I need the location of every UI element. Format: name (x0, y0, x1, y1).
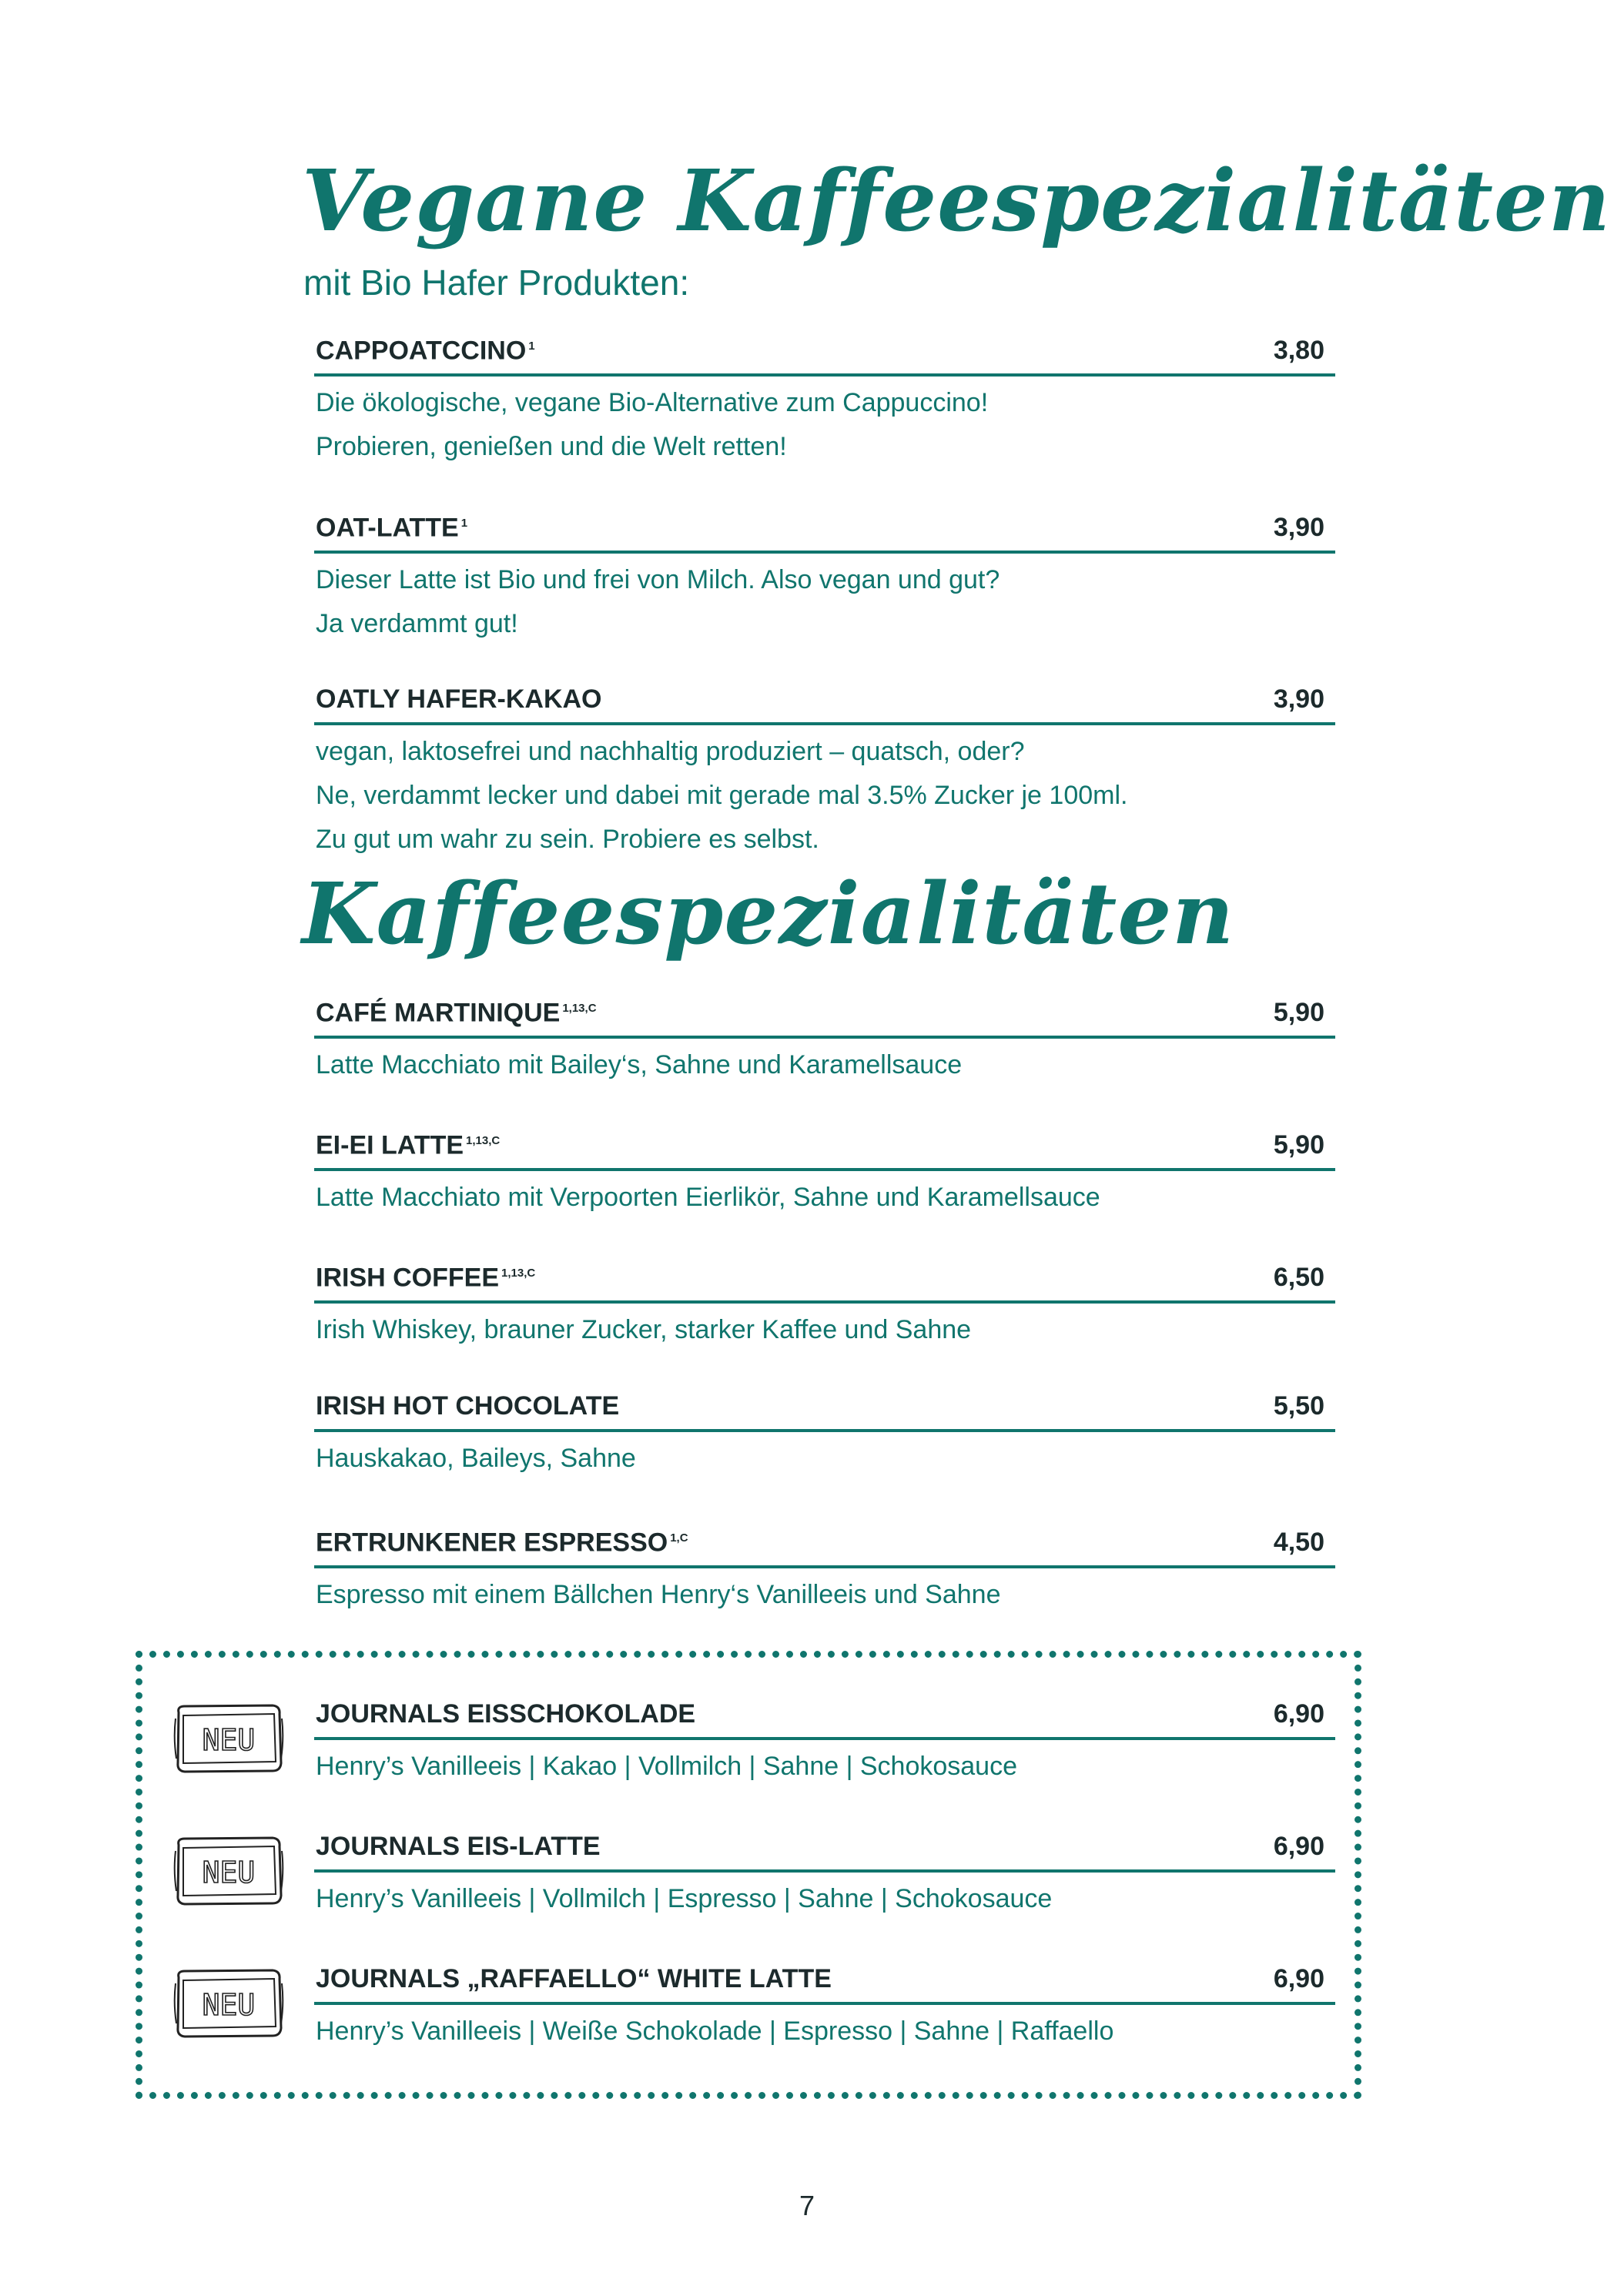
item-description (314, 1176, 1335, 1220)
section-title-coffee: Kaffeespezialitäten (302, 864, 1235, 963)
description-line: Espresso mit einem Bällchen Henry‘s Vanilleeis und Sahne (316, 1580, 1001, 1610)
description-line: Probieren, genießen und die Welt retten! (316, 432, 787, 462)
menu-item-header (314, 330, 1335, 377)
neu-badge-label: NEU (202, 1988, 256, 2022)
description-line: Latte Macchiato mit Verpoorten Eierlikör, Sahne und Karamellsauce (316, 1183, 1100, 1213)
item-description (314, 381, 1335, 469)
item-price: 5,50 (1273, 1391, 1324, 1421)
item-name: IRISH HOT CHOCOLATE (316, 1391, 620, 1421)
description-line: Latte Macchiato mit Bailey‘s, Sahne und Karamellsauce (316, 1050, 963, 1080)
menu-item-header (314, 1962, 1335, 2005)
neu-badge-icon (171, 1966, 286, 2040)
neu-badge-label: NEU (202, 1723, 256, 1757)
item-description (314, 1877, 1335, 1921)
menu-item-ertrunkener-espresso (314, 1521, 1335, 1617)
item-name: EI-EI LATTE $^{1,13,C}$ (316, 1130, 501, 1160)
item-price: 3,90 (1273, 684, 1324, 714)
menu-item-ei-ei-latte (314, 1124, 1335, 1220)
section-title-vegan: Vegane Kaffeespezialitäten (302, 151, 1611, 250)
menu-item-journals-eisschokolade (314, 1697, 1335, 1789)
allergen-note: 1,13,C (501, 1267, 536, 1280)
neu-badge-label: NEU (202, 1856, 256, 1889)
item-name: JOURNALS „RAFFAELLO“ WHITE LATTE (316, 1964, 832, 1993)
menu-item-journals-eis-latte (314, 1829, 1335, 1921)
neu-badge-icon (171, 1702, 286, 1776)
item-name: ERTRUNKENER ESPRESSO $^{1,C}$ (316, 1528, 688, 1558)
menu-item-oatly-hafer-kakao (314, 682, 1335, 862)
item-description (314, 730, 1335, 862)
item-name: JOURNALS EIS-LATTE (316, 1832, 601, 1861)
item-price: 6,90 (1273, 1832, 1324, 1861)
item-description (314, 1308, 1335, 1352)
allergen-note: 1 (528, 340, 535, 353)
description-line: Die ökologische, vegane Bio-Alternative zum Cappuccino! (316, 388, 989, 418)
menu-item-header (314, 507, 1335, 554)
allergen-note: 1,13,C (562, 1002, 597, 1015)
item-description (314, 2010, 1335, 2053)
description-line: Dieser Latte ist Bio und frei von Milch. Also vegan und gut? (316, 565, 1000, 595)
item-price: 6,90 (1273, 1699, 1324, 1729)
description-line: vegan, laktosefrei und nachhaltig produziert – quatsch, oder? (316, 737, 1025, 766)
menu-item-journals-raffaello-white-latte (314, 1962, 1335, 2053)
description-line: Zu gut um wahr zu sein. Probiere es selbst. (316, 825, 819, 854)
item-price: 6,90 (1273, 1964, 1324, 1993)
item-name: CAFÉ MARTINIQUE $^{1,13,C}$ (316, 998, 597, 1028)
menu-item-irish-coffee (314, 1257, 1335, 1352)
menu-item-header (314, 682, 1335, 725)
item-name: IRISH COFFEE $^{1,13,C}$ (316, 1263, 536, 1293)
description-line: Ja verdammt gut! (316, 609, 518, 639)
item-name: CAPPOATCCINO $^1$ (316, 336, 535, 366)
item-description (314, 558, 1335, 646)
menu-item-header (314, 1389, 1335, 1432)
item-price: 3,80 (1273, 336, 1324, 366)
menu-item-header (314, 1829, 1335, 1873)
allergen-note: 1 (460, 517, 468, 530)
description-line: Henry’s Vanilleeis | Vollmilch | Espresso | Sahne | Schokosauce (316, 1884, 1053, 1913)
menu-item-header (314, 1124, 1335, 1171)
item-description (314, 1745, 1335, 1789)
description-line: Irish Whiskey, brauner Zucker, starker Kaffee und Sahne (316, 1315, 972, 1345)
allergen-note: 1,C (670, 1531, 688, 1545)
menu-item-header (314, 1521, 1335, 1568)
item-name: OATLY HAFER-KAKAO (316, 684, 602, 714)
menu-item-cappoatccino (314, 330, 1335, 469)
description-line: Henry’s Vanilleeis | Kakao | Vollmilch | Sahne | Schokosauce (316, 1752, 1017, 1781)
menu-item-header (314, 992, 1335, 1039)
menu-item-header (314, 1257, 1335, 1304)
menu-item-header (314, 1697, 1335, 1740)
description-line: Hauskakao, Baileys, Sahne (316, 1444, 636, 1473)
description-line: Ne, verdammt lecker und dabei mit gerade mal 3.5% Zucker je 100ml. (316, 781, 1128, 810)
item-price: 3,90 (1273, 513, 1324, 543)
item-price: 5,90 (1273, 1130, 1324, 1160)
item-description (314, 1573, 1335, 1617)
menu-item-cafe-martinique (314, 992, 1335, 1087)
description-line: Henry’s Vanilleeis | Weiße Schokolade | Espresso | Sahne | Raffaello (316, 2017, 1114, 2046)
menu-item-irish-hot-chocolate (314, 1389, 1335, 1481)
item-price: 4,50 (1273, 1528, 1324, 1558)
item-description (314, 1043, 1335, 1087)
item-description (314, 1437, 1335, 1481)
menu-item-oat-latte (314, 507, 1335, 646)
neu-badge-icon (171, 1834, 286, 1908)
item-price: 5,90 (1273, 998, 1324, 1028)
section-subtitle-vegan: mit Bio Hafer Produkten: (303, 263, 690, 303)
allergen-note: 1,13,C (466, 1134, 501, 1147)
item-name: JOURNALS EISSCHOKOLADE (316, 1699, 696, 1729)
item-price: 6,50 (1273, 1263, 1324, 1293)
page-number: 7 (799, 2190, 815, 2221)
item-name: OAT-LATTE $^1$ (316, 513, 468, 543)
